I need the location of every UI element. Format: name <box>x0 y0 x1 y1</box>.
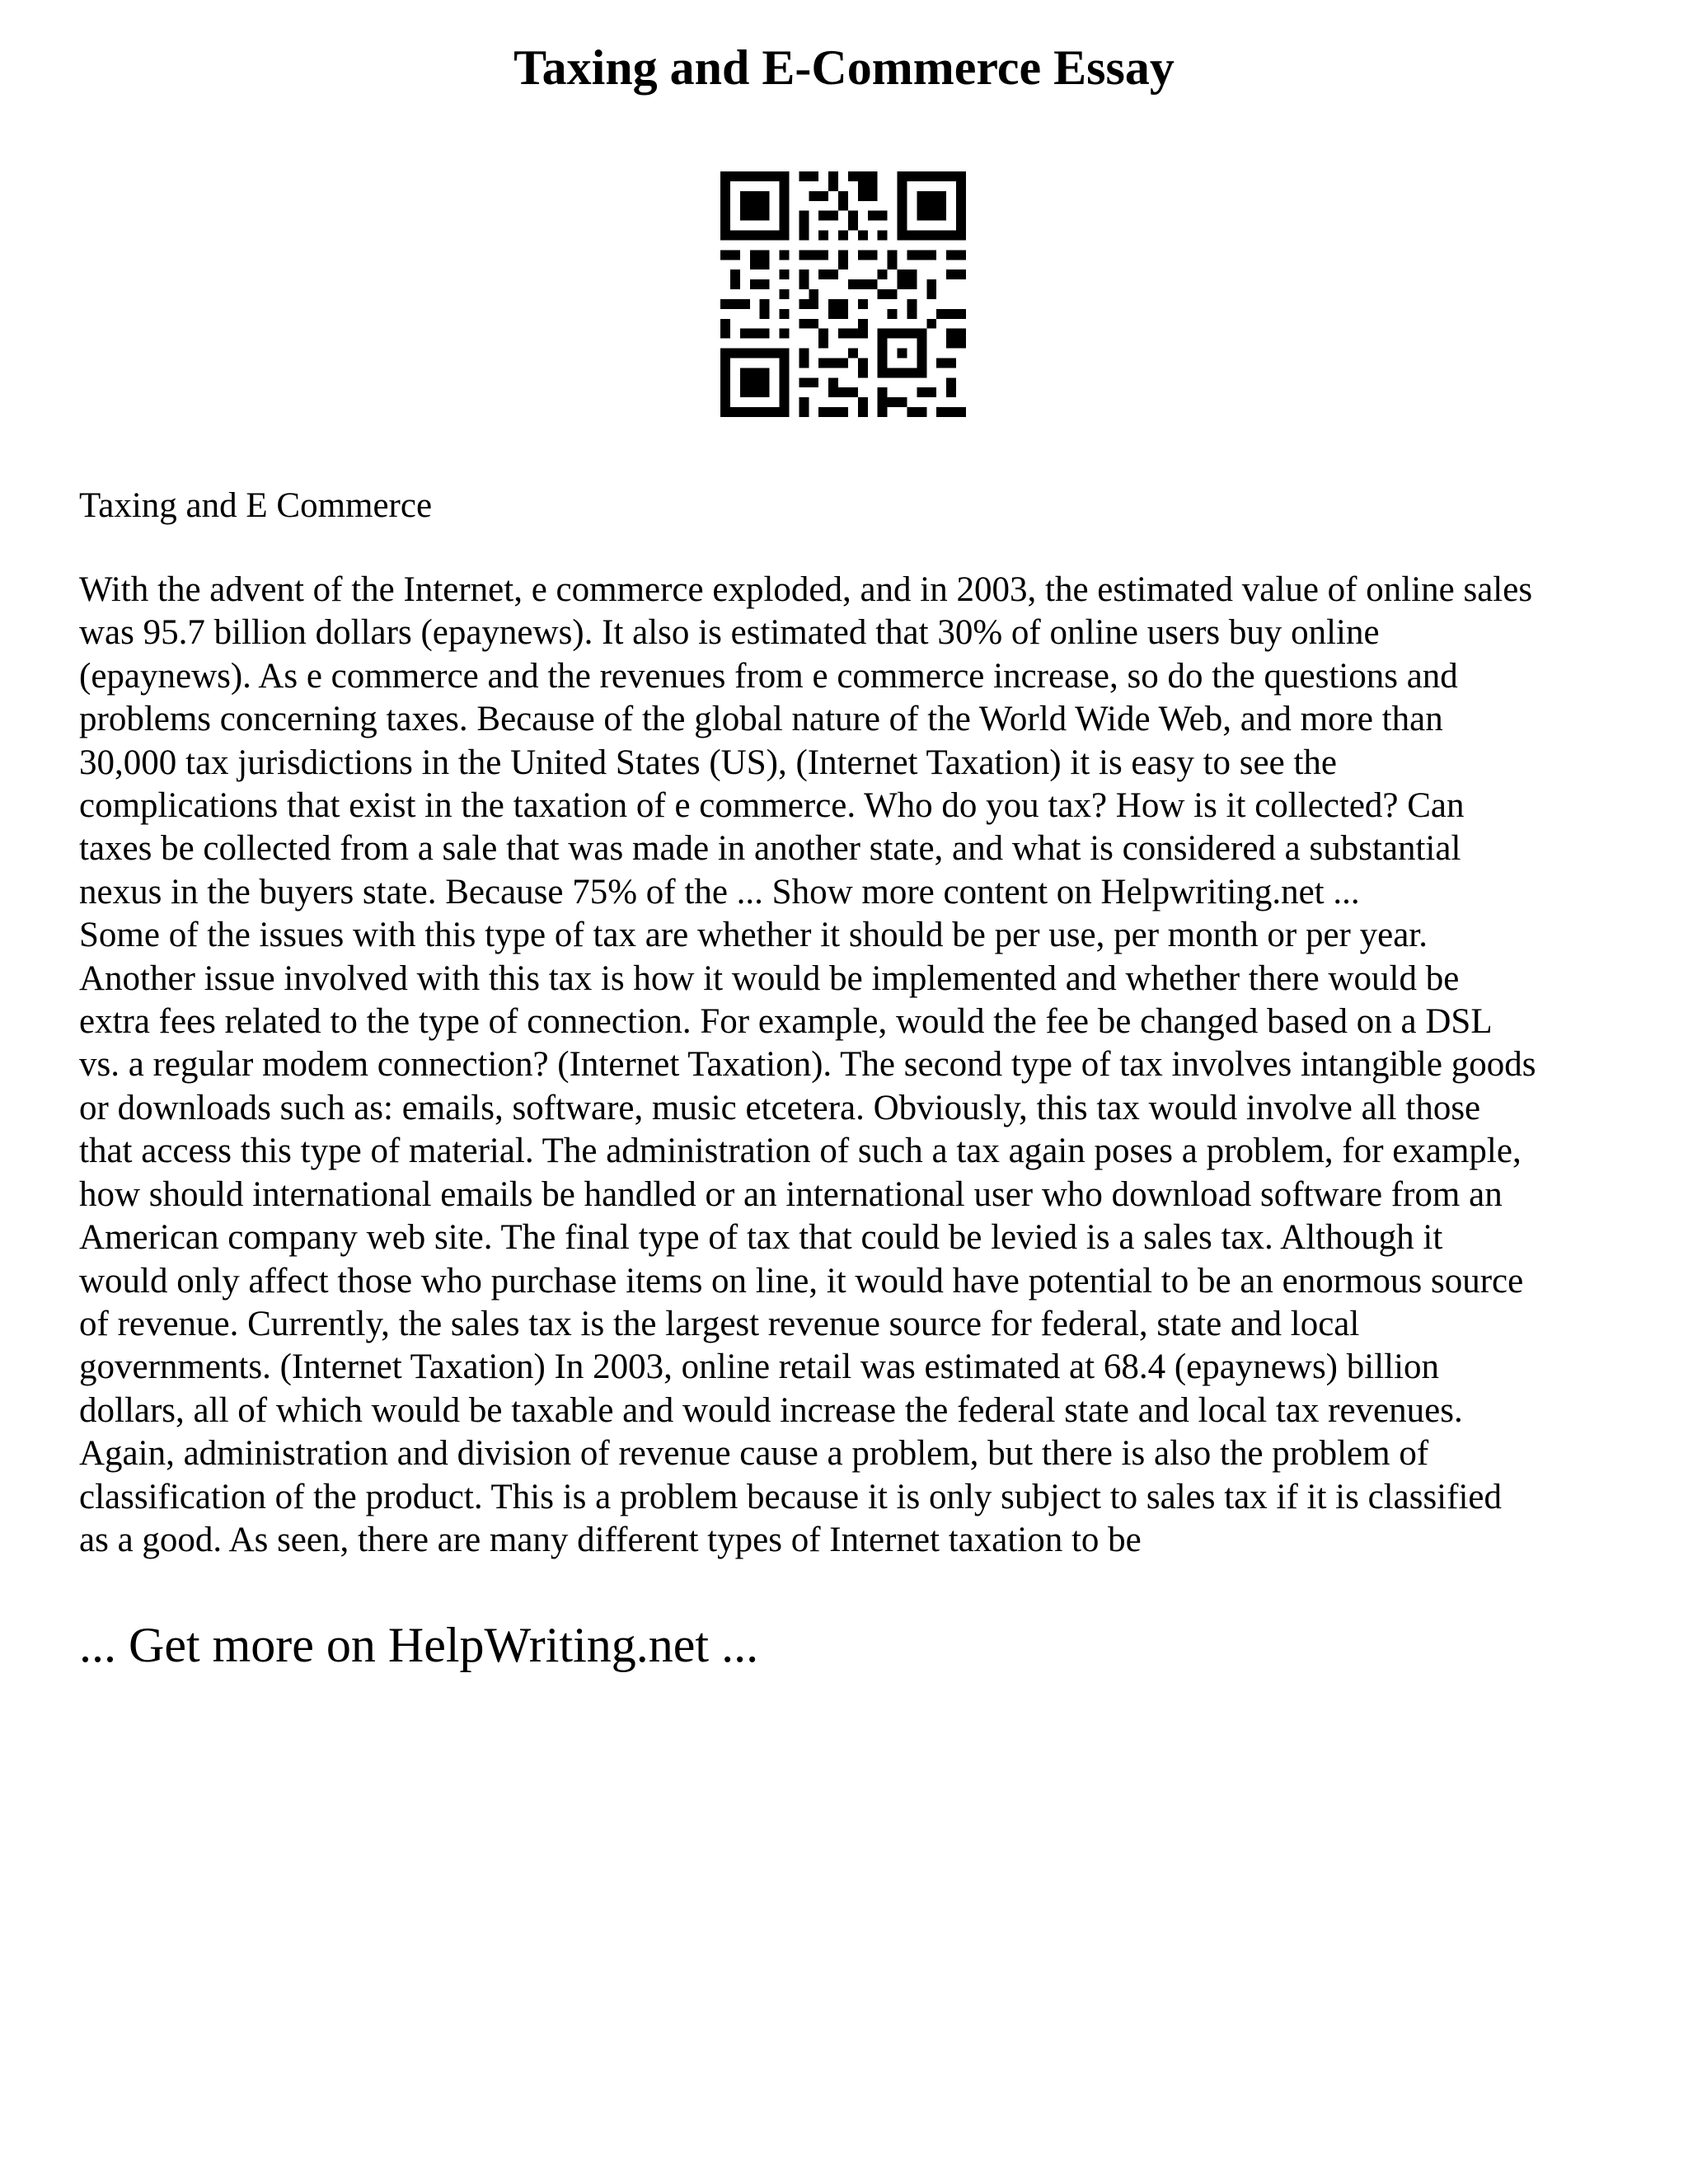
essay-body <box>79 569 1629 1562</box>
essay-body-line: 30,000 tax jurisdictions in the United States (US), (Internet Taxation) it is easy to see the <box>79 743 1337 782</box>
essay-body-line: (epaynews). As e commerce and the revenues from e commerce increase, so do the questions and <box>79 656 1458 696</box>
qr-code-icon <box>720 171 966 417</box>
essay-body-line: that access this type of material. The administration of such a tax again poses a problem, for example, <box>79 1132 1522 1171</box>
essay-body-line: extra fees related to the type of connection. For example, would the fee be changed based on a DSL <box>79 1002 1493 1042</box>
essay-body-line: as a good. As seen, there are many different types of Internet taxation to be <box>79 1520 1142 1559</box>
essay-body-line: Again, administration and division of revenue cause a problem, but there is also the problem of <box>79 1434 1429 1474</box>
essay-body-line: Another issue involved with this tax is how it would be implemented and whether there would be <box>79 958 1460 998</box>
essay-body-line: With the advent of the Internet, e commerce exploded, and in 2003, the estimated value of online sales <box>79 570 1533 609</box>
get-more-link[interactable]: ... Get more on HelpWriting.net ... <box>79 1618 759 1672</box>
essay-body-line: American company web site. The final type of tax that could be levied is a sales tax. Although it <box>79 1218 1443 1258</box>
essay-body-line: how should international emails be handled or an international user who download software from an <box>79 1174 1503 1214</box>
essay-body-line: was 95.7 billion dollars (epaynews). It also is estimated that 30% of online users buy online <box>79 613 1380 653</box>
essay-body-line: dollars, all of which would be taxable and would increase the federal state and local tax revenues. <box>79 1390 1463 1430</box>
essay-subtitle: Taxing and E Commerce <box>79 486 433 525</box>
essay-body-line: classification of the product. This is a problem because it is only subject to sales tax if it is classified <box>79 1477 1502 1516</box>
essay-body-line: problems concerning taxes. Because of the global nature of the World Wide Web, and more than <box>79 700 1443 739</box>
essay-body-line: governments. (Internet Taxation) In 2003, online retail was estimated at 68.4 (epaynews) billion <box>79 1347 1440 1387</box>
essay-body-line: of revenue. Currently, the sales tax is the largest revenue source for federal, state and local <box>79 1304 1360 1343</box>
essay-body-line: or downloads such as: emails, software, music etcetera. Obviously, this tax would involve all those <box>79 1088 1481 1127</box>
document-title: Taxing and E-Commerce Essay <box>513 40 1175 95</box>
essay-body-line: vs. a regular modem connection? (Internet Taxation). The second type of tax involves intangible goods <box>79 1045 1536 1085</box>
essay-body-line: complications that exist in the taxation of e commerce. Who do you tax? How is it collected? Can <box>79 786 1465 826</box>
essay-body-line: Some of the issues with this type of tax are whether it should be per use, per month or per year. <box>79 916 1428 955</box>
essay-body-line: would only affect those who purchase items on line, it would have potential to be an enormous source <box>79 1261 1524 1301</box>
essay-body-line: taxes be collected from a sale that was made in another state, and what is considered a substantial <box>79 829 1461 869</box>
essay-body-line: nexus in the buyers state. Because 75% of the ... Show more content on Helpwriting.net ... <box>79 872 1360 912</box>
